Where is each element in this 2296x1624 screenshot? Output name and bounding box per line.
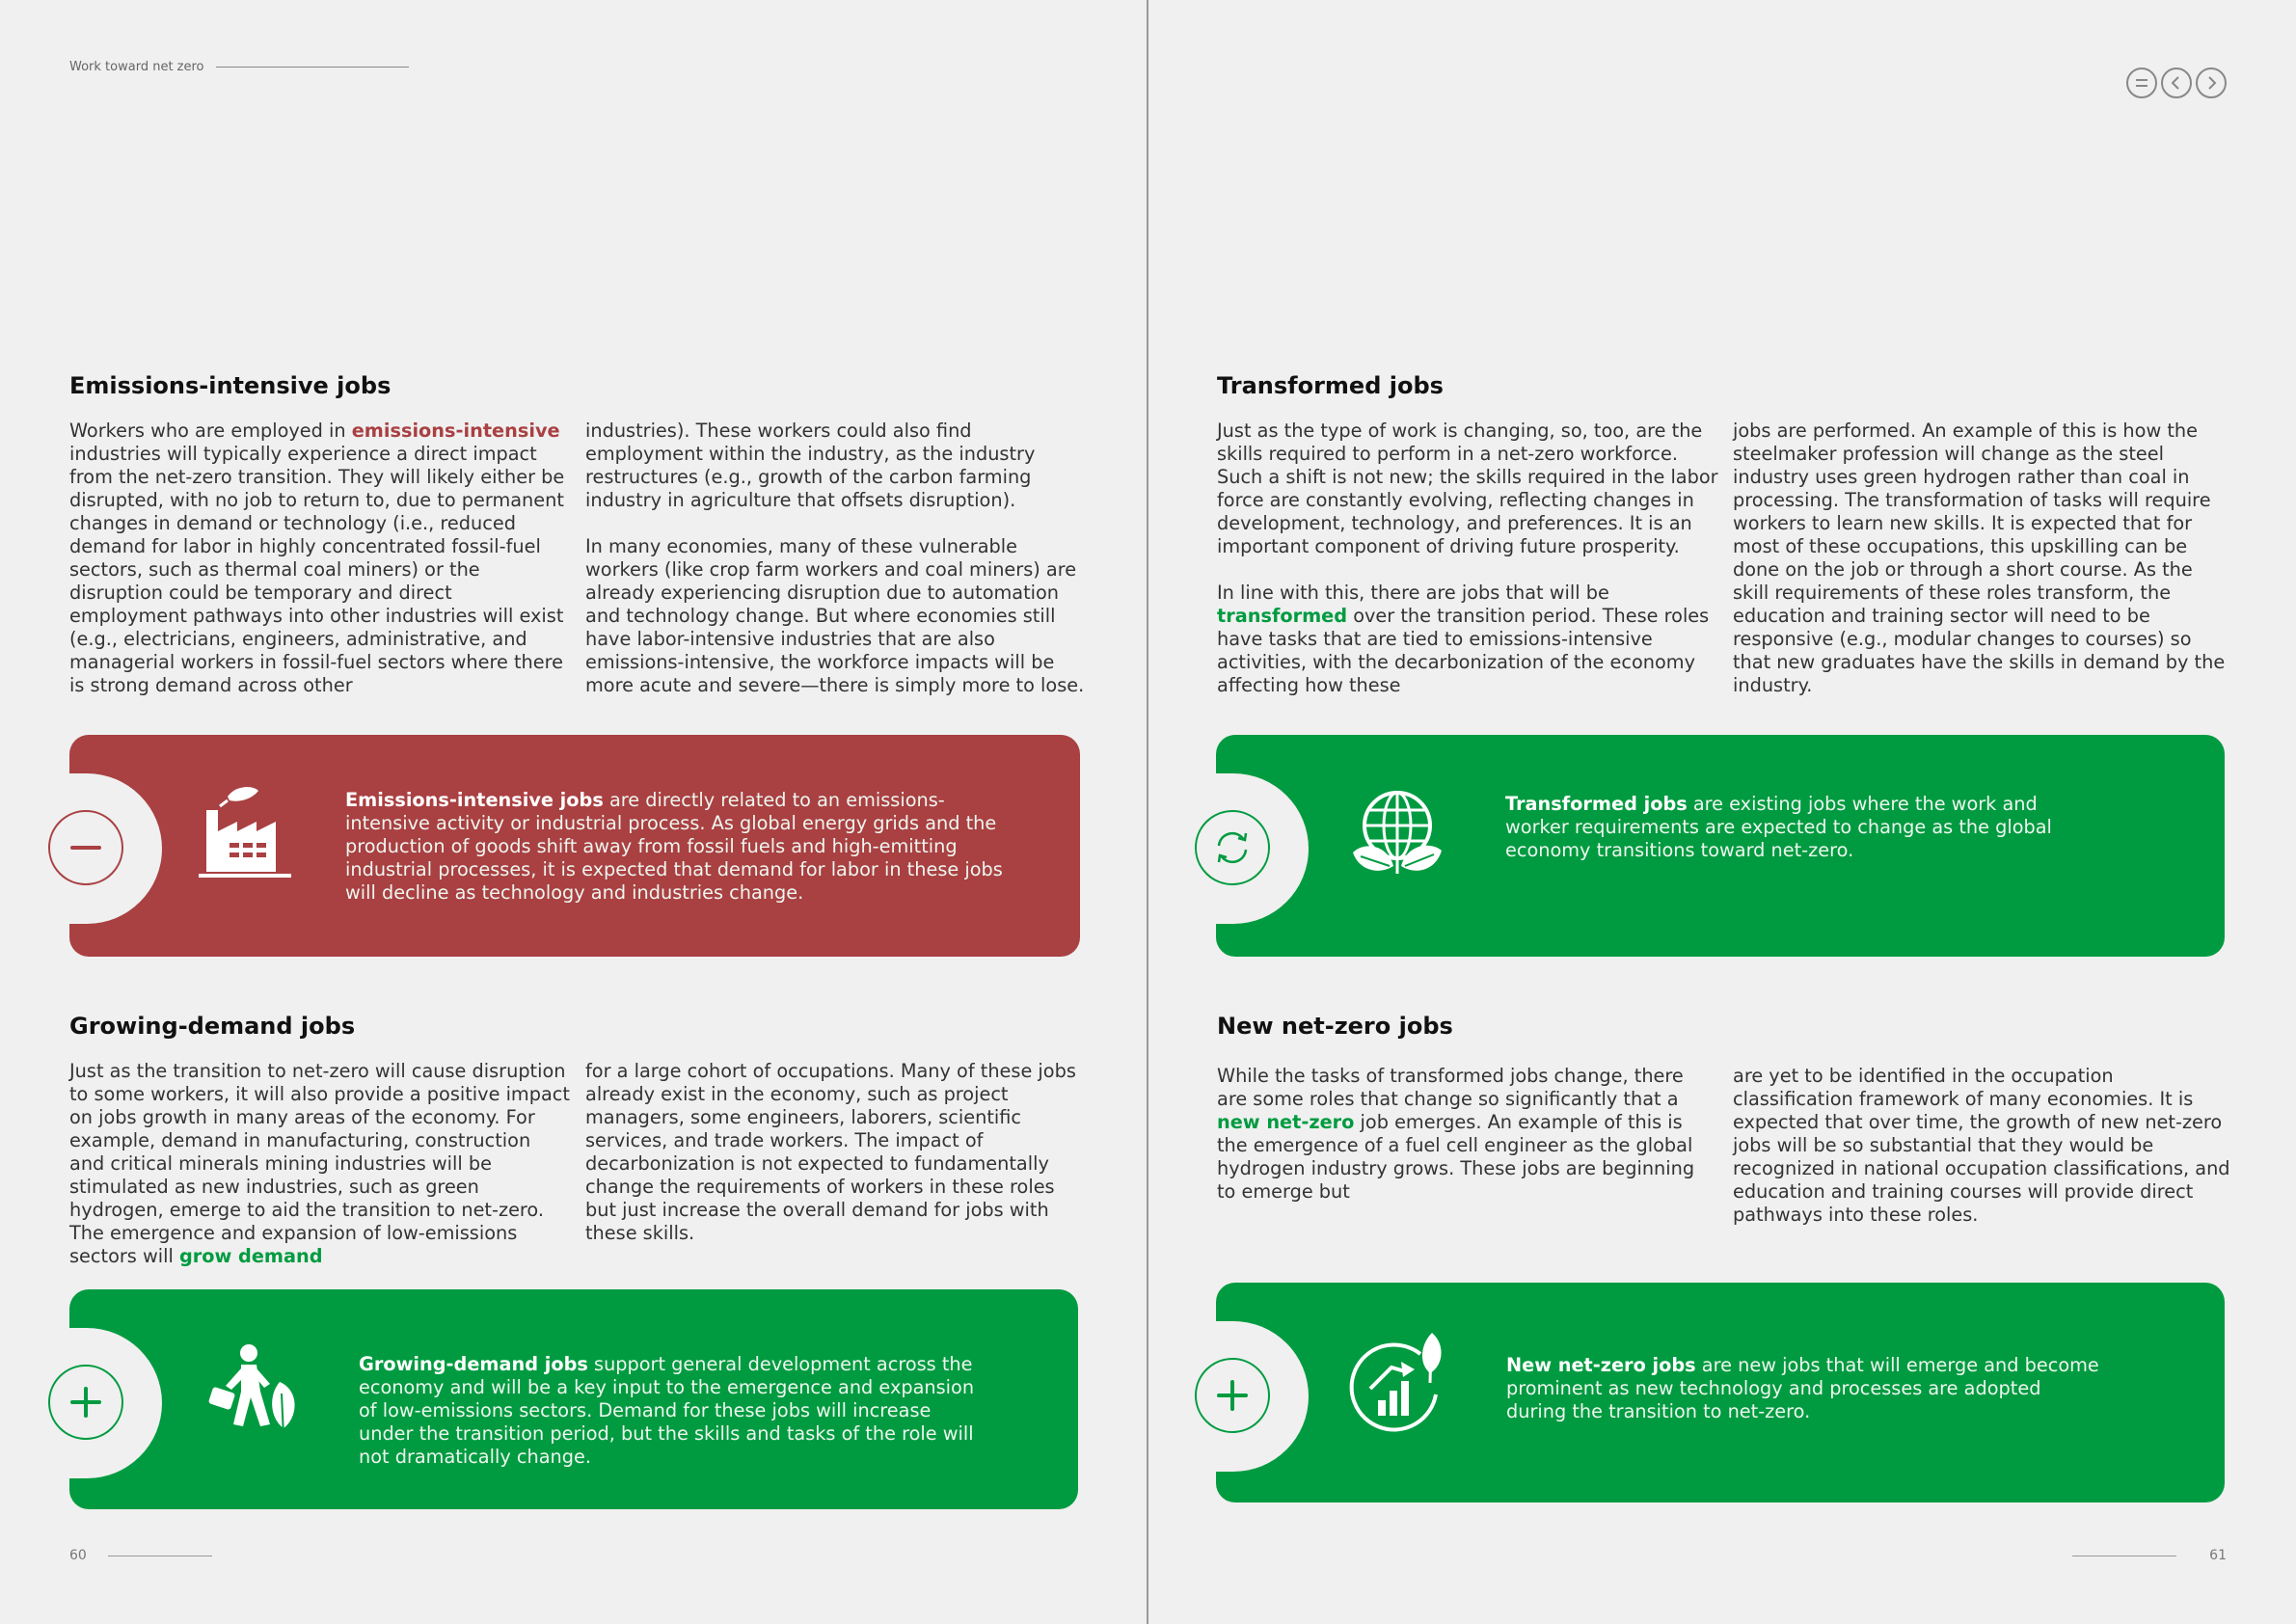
transformed-col1-para-1: Just as the type of work is changing, so, too, are the skills required to perform in a net-zero workforce. Such a shift is not new; the skills required in the labor force are constantly evolving, reflecting changes in development, technology, and preferences. It is an important component of driving future prosperity. bbox=[1217, 420, 1718, 557]
growing-callout-bold: Growing-demand jobs bbox=[359, 1353, 588, 1375]
newnz-callout-bold: New net-zero jobs bbox=[1506, 1354, 1696, 1376]
emissions-col2-para-2: In many economies, many of these vulnerable workers (like crop farm workers and coal miners) are already experiencing disruption due to automation and technology change. But where economies still have labor-intensive industries that are also emissions-intensive, the workforce impacts will be more acute and severe—there is simply more to lose. bbox=[585, 535, 1085, 696]
emissions-col1-text-cont: industries will typically experience a direct impact from the net-zero transition. They will likely either be disrupted, with no job to return to, due to permanent changes in demand or technology (i.e., reduced demand for labor in highly concentrated fossil-fuel sectors, such as thermal coal miners) or the disruption could be temporary and direct employment pathways into other industries will exist (e.g., electricians, engineers, administrative, and managerial workers in fossil-fuel sectors where there is strong demand across other bbox=[69, 443, 565, 696]
emissions-col1-text: Workers who are employed in bbox=[69, 420, 352, 442]
transformed-highlight: transformed bbox=[1217, 605, 1348, 627]
plus-icon bbox=[1195, 1358, 1270, 1433]
newnz-col1-text-cont: job emerges. An example of this is the emergence of a fuel cell engineer as the global hydrogen industry grows. These jobs are beginning to emerge but bbox=[1217, 1111, 1695, 1203]
newnz-col-2 bbox=[1733, 1065, 2234, 1227]
minus-icon bbox=[48, 810, 123, 885]
growing-col2-para: for a large cohort of occupations. Many of these jobs already exist in the economy, such as project managers, some engineers, laborers, scientific services, and trade workers. The impact of decarbonization is not expected to fundamentally change the requirements of workers in these roles but just increase the overall demand for jobs with these skills. bbox=[585, 1060, 1076, 1244]
chevron-left-icon[interactable] bbox=[2161, 68, 2192, 98]
growing-col-2 bbox=[585, 1060, 1087, 1245]
emissions-col2-para-1: industries). These workers could also find employment within the industry, as the industry restructures (e.g., growth of the carbon farming industry in agriculture that offsets disruption). bbox=[585, 420, 1036, 511]
menu-icon[interactable] bbox=[2126, 68, 2157, 98]
folio-right bbox=[2072, 1548, 2227, 1563]
page-number-right: 61 bbox=[2209, 1548, 2227, 1563]
transformed-callout bbox=[1216, 735, 2225, 957]
emissions-highlight: emissions-intensive bbox=[351, 420, 560, 442]
plus-icon bbox=[48, 1365, 123, 1440]
emissions-callout-text bbox=[345, 789, 1020, 905]
transformed-col1-text: In line with this, there are jobs that will be bbox=[1217, 582, 1609, 604]
transformed-col-1 bbox=[1217, 420, 1718, 697]
newnz-title: New net-zero jobs bbox=[1217, 1013, 1453, 1040]
newnz-col-1 bbox=[1217, 1065, 1718, 1204]
transformed-callout-body: are existing jobs where the work and worker requirements are expected to change as the global economy transitions toward net-zero. bbox=[1505, 793, 2052, 861]
growing-col1-text: Just as the transition to net-zero will cause disruption to some workers, it will also provide a positive impact on jobs growth in many areas of the economy. For example, demand in manufacturing, construction and critical minerals mining industries will be stimulated as new industries, such as green hydrogen, emerge to aid the transition to net-zero. The emergence and expansion of low-emissions sectors will bbox=[69, 1060, 570, 1267]
nav-controls bbox=[2126, 68, 2227, 98]
growth-chart-leaf-icon bbox=[1347, 1333, 1453, 1439]
factory-icon bbox=[193, 781, 299, 887]
growing-callout-text bbox=[359, 1353, 976, 1469]
emissions-col-2 bbox=[585, 420, 1087, 697]
growing-callout-body: support general development across the economy and will be a key input to the emergence and expansion of low-emissions sectors. Demand for these jobs will increase under the transition period, but the skills and tasks of the role will not dramatically change. bbox=[359, 1353, 975, 1468]
refresh-icon bbox=[1195, 810, 1270, 885]
page-number-left: 60 bbox=[69, 1548, 87, 1563]
emissions-col-1 bbox=[69, 420, 571, 697]
transformed-col2-para: jobs are performed. An example of this is how the steelmaker profession will change as the steel industry uses green hydrogen rather than coal in processing. The transformation of tasks will require workers to learn new skills. It is expected that for most of these occupations, this upskilling can be done on the job or through a short course. As the skill requirements of these roles transform, the education and training sector will need to be responsive (e.g., modular changes to courses) so that new graduates have the skills in demand by the industry. bbox=[1733, 420, 2226, 696]
globe-leaf-icon bbox=[1339, 781, 1445, 887]
emissions-title: Emissions-intensive jobs bbox=[69, 372, 392, 399]
transformed-col-2 bbox=[1733, 420, 2234, 697]
growing-callout bbox=[69, 1289, 1078, 1509]
growing-title: Growing-demand jobs bbox=[69, 1013, 356, 1040]
growing-col-1 bbox=[69, 1060, 571, 1268]
chevron-right-icon[interactable] bbox=[2196, 68, 2227, 98]
transformed-col1-text-cont: over the transition period. These roles have tasks that are tied to emissions-intensive activities, with the decarbonization of the economy affecting how these bbox=[1217, 605, 1710, 696]
growing-highlight: grow demand bbox=[178, 1245, 323, 1267]
folio-left bbox=[69, 1548, 212, 1563]
newnz-col2-para: are yet to be identified in the occupation classification framework of many economies. It is expected that over time, the growth of new net-zero jobs will be so substantial that they would be recognized in national occupation classifications, and education and training courses will provide direct pathways into these roles. bbox=[1733, 1065, 2230, 1226]
newnz-callout bbox=[1216, 1283, 2225, 1502]
newnz-callout-text bbox=[1506, 1354, 2104, 1423]
newnz-col1-text: While the tasks of transformed jobs change, there are some roles that change so significantly that a bbox=[1217, 1065, 1684, 1110]
emissions-callout-bold: Emissions-intensive jobs bbox=[345, 789, 604, 811]
newnz-highlight: new net-zero bbox=[1217, 1111, 1355, 1133]
emissions-callout bbox=[69, 735, 1080, 957]
transformed-title: Transformed jobs bbox=[1217, 372, 1444, 399]
transformed-callout-bold: Transformed jobs bbox=[1505, 793, 1688, 815]
running-head-text: Work toward net zero bbox=[69, 60, 204, 74]
running-head-rule bbox=[216, 67, 409, 68]
transformed-callout-text bbox=[1505, 793, 2103, 862]
right-page bbox=[1148, 0, 2296, 1624]
running-head bbox=[69, 60, 409, 74]
emissions-callout-body: are directly related to an emissions-intensive activity or industrial process. As global energy grids and the production of goods shift away from fossil fuels and high-emitting industrial processes, it is expected that demand for labor in these jobs will decline as technology and industries change. bbox=[345, 789, 1003, 904]
newnz-callout-body: are new jobs that will emerge and become prominent as new technology and processes are adopted during the transition to net-zero. bbox=[1506, 1354, 2099, 1422]
worker-leaf-icon bbox=[199, 1336, 305, 1442]
